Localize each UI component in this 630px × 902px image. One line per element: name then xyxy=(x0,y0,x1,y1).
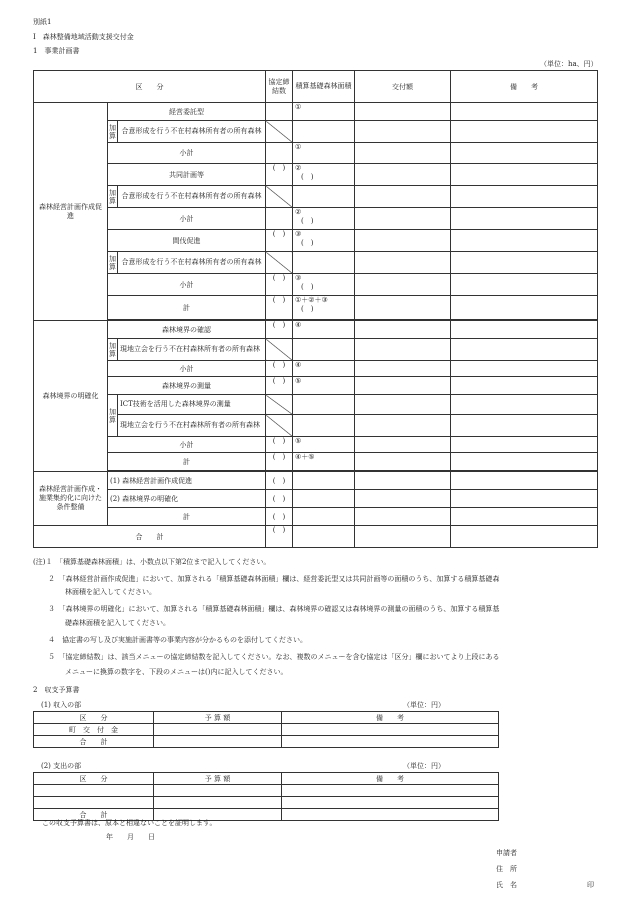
section-heading: Ⅰ 森林整備地域活動支援交付金 xyxy=(33,33,134,41)
applicant-label: 申請者 xyxy=(496,849,517,857)
plan-table: 区 分 協定締結数 積算基礎森林面積 交付額 備 考 森林経営計画作成促進 経営委託型 ① 加算 合意形成を行う不在村森林所有者の所有森林 小計 ① 共同計画等 ( ) ② ( ) 加算 合意形成を行う不在村森林所有者の所有森林 小計 ② ( ) 間伐促進 ( ) ③ ( ) 加算 合意形成を行う不在村森林所有者の所有森林 小計 ( ) ③ ( ) 計 ( ) ①＋②＋③ ( ) 森林境界の明確化 森林境界の確認 ( ) ④ 加算 現地立会を行う不在村森林所有者の所有森林 小計 ( ) ④ 森林境界の測量 ( ) ⑤ 加算 ICT技術を活用した森林境界の測量 現地立会を行う不在村森林所有者の所有森林 小計 ( ) ⑤ 計 ( ) ④＋⑤ 森林経営計画作成・施業集約化に向けた条件整備 (1) 森林経営計画作成促進 ( ) (2) 森林境界の明確化 ( ) 計 ( ) 合 計 ( ) xyxy=(33,70,598,548)
expense-table: 区 分 予 算 額 備 考 合 計 xyxy=(33,772,499,821)
unit-label: （単位：ha、円） xyxy=(540,60,598,68)
certify-text: この収支予算書は、原本と相違ないことを証明します。 xyxy=(42,819,217,827)
group-joken: 森林経営計画作成・施業集約化に向けた条件整備 xyxy=(34,472,108,526)
name-label: 氏 名 xyxy=(496,881,517,889)
attachment-label: 別紙1 xyxy=(33,18,52,26)
note-4: ４ 協定書の写し及び実施計画書等の事業内容が分かるものを添付してください。 xyxy=(48,636,307,644)
col-remarks: 備 考 xyxy=(451,71,598,103)
row-label: 経営委託型 xyxy=(108,103,266,121)
col-kubun: 区 分 xyxy=(34,71,266,103)
subsection-heading: 1 事業計画書 xyxy=(33,47,80,55)
note-2: ２ 「森林経営計画作成促進」において、加算される「積算基礎森林面積」欄は、経営委託型又は共同計画等の面積のうち、加算する積算基礎森 xyxy=(48,575,500,583)
address-label: 住 所 xyxy=(496,865,517,873)
income-table: 区 分 予 算 額 備 考 町 交 付 金 合 計 xyxy=(33,711,499,748)
note-5: ５ 「協定締結数」は、該当メニューの協定締結数を記入してください。なお、複数のメニューを含む協定は「区分」欄においてより上段にある xyxy=(48,653,500,661)
note-1: (注)１ 「積算基礎森林面積」は、小数点以下第2位まで記入してください。 xyxy=(33,558,271,566)
col-kyotei: 協定締結数 xyxy=(266,71,293,103)
income-title: (1) 収入の部 xyxy=(41,701,82,709)
col-amount: 交付額 xyxy=(355,71,451,103)
budget-heading: 2 収支予算書 xyxy=(33,686,80,694)
group-boundary: 森林境界の明確化 xyxy=(34,321,108,472)
group-forest-plan: 森林経営計画作成促進 xyxy=(34,103,108,321)
col-area: 積算基礎森林面積 xyxy=(293,71,355,103)
date-line: 年 月 日 xyxy=(106,833,155,841)
expense-title: (2) 支出の部 xyxy=(41,762,82,770)
seal-label: 印 xyxy=(587,881,594,889)
grand-total: 合 計 xyxy=(34,526,266,548)
note-3: ３ 「森林境界の明確化」において、加算される「積算基礎森林面積」欄は、森林境界の確認又は森林境界の測量の面積のうち、加算する積算基 xyxy=(48,605,500,613)
